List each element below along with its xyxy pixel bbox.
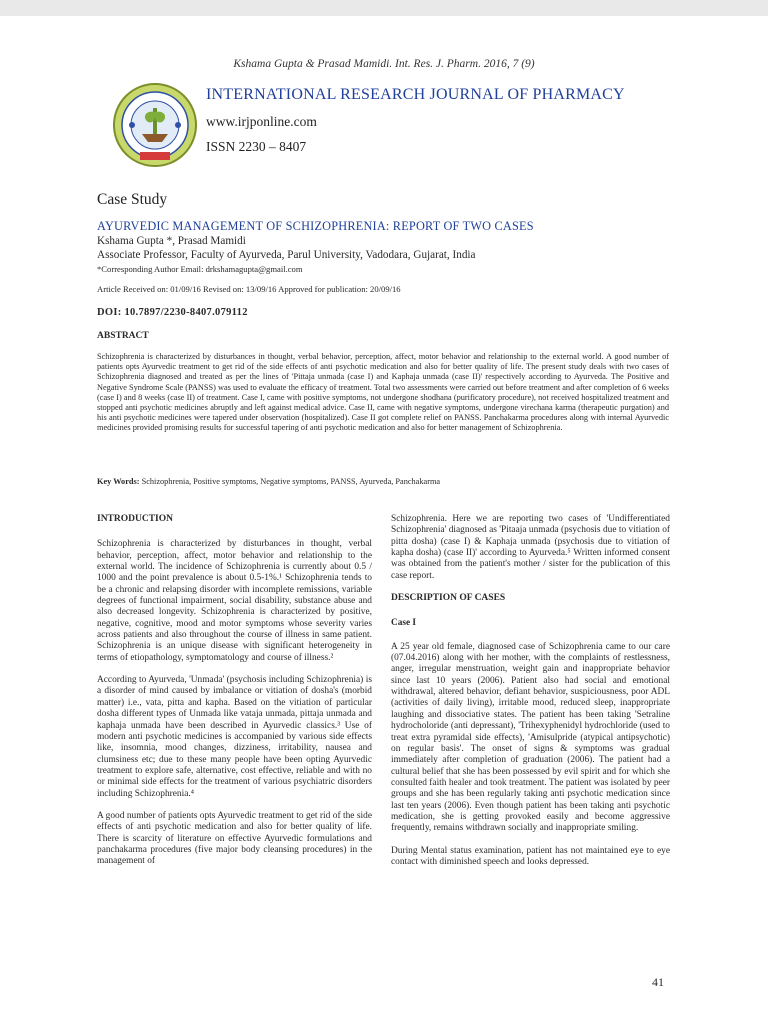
doi[interactable]: DOI: 10.7897/2230-8407.079112 [97, 307, 248, 318]
corresponding-author: *Corresponding Author Email: drkshamagupta@gmail.com [97, 264, 303, 274]
keywords-label: Key Words: [97, 477, 140, 486]
paragraph: A good number of patients opts Ayurvedic treatment to get rid of the side effects of anti psychotic medication and also for better quality of life. There is scarcity of literature on effective Ayurvedic formulations and panchakarma procedures (five major body cleansing procedures) in the management of [97, 810, 372, 867]
keywords [97, 477, 669, 486]
received-dates: Article Received on: 01/09/16 Revised on: 13/09/16 Approved for publication: 20/09/16 [97, 284, 401, 294]
keywords-text: Schizophrenia, Positive symptoms, Negative symptoms, PANSS, Ayurveda, Panchakarma [139, 477, 441, 486]
abstract-text: Schizophrenia is characterized by disturbances in thought, verbal behavior, perception, affect, motor behavior and relationship to the external world. A good number of patients opts Ayurvedic treatment to get rid of the side effects of anti psychotic medication and also for better quality of life. The present study deals with two cases of Schizophrenia diagnosed and treated as per the lines of 'Pittaja unmada (case I) and Kaphaja unmada (case II)' respectively according to Ayurveda. The Positive and Negative Syndrome Scale (PANSS) was used to evaluate the efficacy of treatment. Total two assessments were carried out before treatment and after completion of 6 weeks (case I) and 8 weeks (case II) of treatment. Case I, came with positive symptoms, not undergone shodhana (purificatory procedure), not received hospitalized treatment and stopped anti psychotic medicines abruptly and left against medical advice. Case II, came with negative symptoms, undergone virechana karma (therapeutic purgation) and his anti psychotic medicines were tapered under observation (hospitalized). Case II got complete relief on PANSS. Panchakarma procedures along with internal Ayurvedic medicines provided promising results for successful tapering of anti psychotic medication and also for better management of Schizophrenia. [97, 352, 669, 433]
paragraph: Schizophrenia is characterized by disturbances in thought, verbal behavior, perception, affect, motor behavior and relationship to the external world. The incidence of Schizophrenia is currently about 0.5 / 1000 and the point prevalence is about 0.5-1%.¹ Schizophrenia tends to be a chronic and relapsing disorder with incomplete remissions, variable degrees of functional impairment, social disability, substance abuse and also decreased longevity. Schizophrenia is characterized by positive, negative, cognitive, mood and motor symptoms whose severity varies across patients and also throughout the course of illness in same patient. Schizophrenia is an unique disease with significant heterogeneity in terms of etiopathology, symptomatology and course of illness.² [97, 539, 372, 663]
article-title: AYURVEDIC MANAGEMENT OF SCHIZOPHRENIA: REPORT OF TWO CASES [97, 219, 534, 233]
running-head: Kshama Gupta & Prasad Mamidi. Int. Res. J. Pharm. 2016, 7 (9) [233, 58, 535, 70]
subsection-heading-case-1: Case I [391, 618, 417, 629]
journal-url[interactable]: www.irjponline.com [206, 114, 317, 129]
journal-issn: ISSN 2230 – 8407 [206, 139, 307, 154]
top-bar [0, 0, 768, 16]
paragraph: According to Ayurveda, 'Unmada' (psychosis including Schizophrenia) is a disorder of mind caused by imbalance or vitiation of dosha's (morbid matter) i.e., vata, pitta and kapha. Based on the vitiation of particular dosha different types of Unmada like vataja unmada, pittaja unmada and kaphaja unmada have been described in Ayurvedic classics.³ Use of modern anti psychotic medicines is accompanied by various side effects like, insomnia, mood changes, dizziness, irritability, nausea and clumsiness etc; due to these many people have been opting Ayurvedic treatment to explore safe, alternative, cost effective, reliable and with no or minimal side effects for the treatment of various psychiatric disorders including Schizophrenia.⁴ [97, 675, 372, 799]
affiliation: Associate Professor, Faculty of Ayurveda, Parul University, Vadodara, Gujarat, India [97, 249, 476, 261]
paragraph: Schizophrenia. Here we are reporting two cases of 'Undifferentiated Schizophrenia' diagnosed as 'Pitaaja unmada (psychosis due to vitiation of pitta dosha) (case I) & Kaphaja unmada (psychosis due to vitiation of kapha dosha) (case II)' according to Ayurveda.⁵ Written informed consent was obtained from the patient's mother / sister for the publication of this case report. [391, 514, 670, 581]
journal-logo [112, 82, 198, 168]
abstract-heading: ABSTRACT [97, 331, 149, 341]
article-type: Case Study [97, 191, 168, 208]
authors: Kshama Gupta *, Prasad Mamidi [97, 235, 246, 247]
paragraph: During Mental status examination, patient has not maintained eye to eye contact with diminished speech and looks depressed. [391, 845, 670, 867]
right-column [391, 514, 670, 879]
page-number: 41 [652, 975, 664, 989]
section-heading-description: DESCRIPTION OF CASES [391, 593, 506, 604]
journal-title: INTERNATIONAL RESEARCH JOURNAL OF PHARMACY [206, 86, 625, 103]
section-heading-introduction: INTRODUCTION [97, 514, 174, 524]
paragraph: A 25 year old female, diagnosed case of Schizophrenia came to our care (07.04.2016) along with her mother, with the complaints of restlessness, anger, irregular menstruation, weight gain and inappropriate behavior since last 10 years (2006). Patient also had social and emotional withdrawal, altered behavior, defiant behavior, suspiciousness, poor ADL (activities of daily living), irritable mood, reduced sleep, inappropriate laughing and dissociative states. The patient has been taking 'Setraline hydrocholoride (anti depressant), 'Trihexyphenidyl hydrochloride (used to treat extra pyramidal side effects), 'Amisulpride (atypical antipsychotic) on regular basis'. The onset of signs & symptoms was gradual immediately after completion of graduation (2006). The patient had a cultural belief that she has been possessed by evil spirit and for which she consulted faith healer and took treatment. The patient was isolated by peer groups and she has been regularly taking anti psychotic medication since last ten years (2006). Even though patient has been taking anti psychotic medication, she is getting provoked easily and become aggressive frequently, remains withdrawn socially and inappropriate smiling. [391, 641, 670, 834]
left-column [97, 514, 372, 879]
